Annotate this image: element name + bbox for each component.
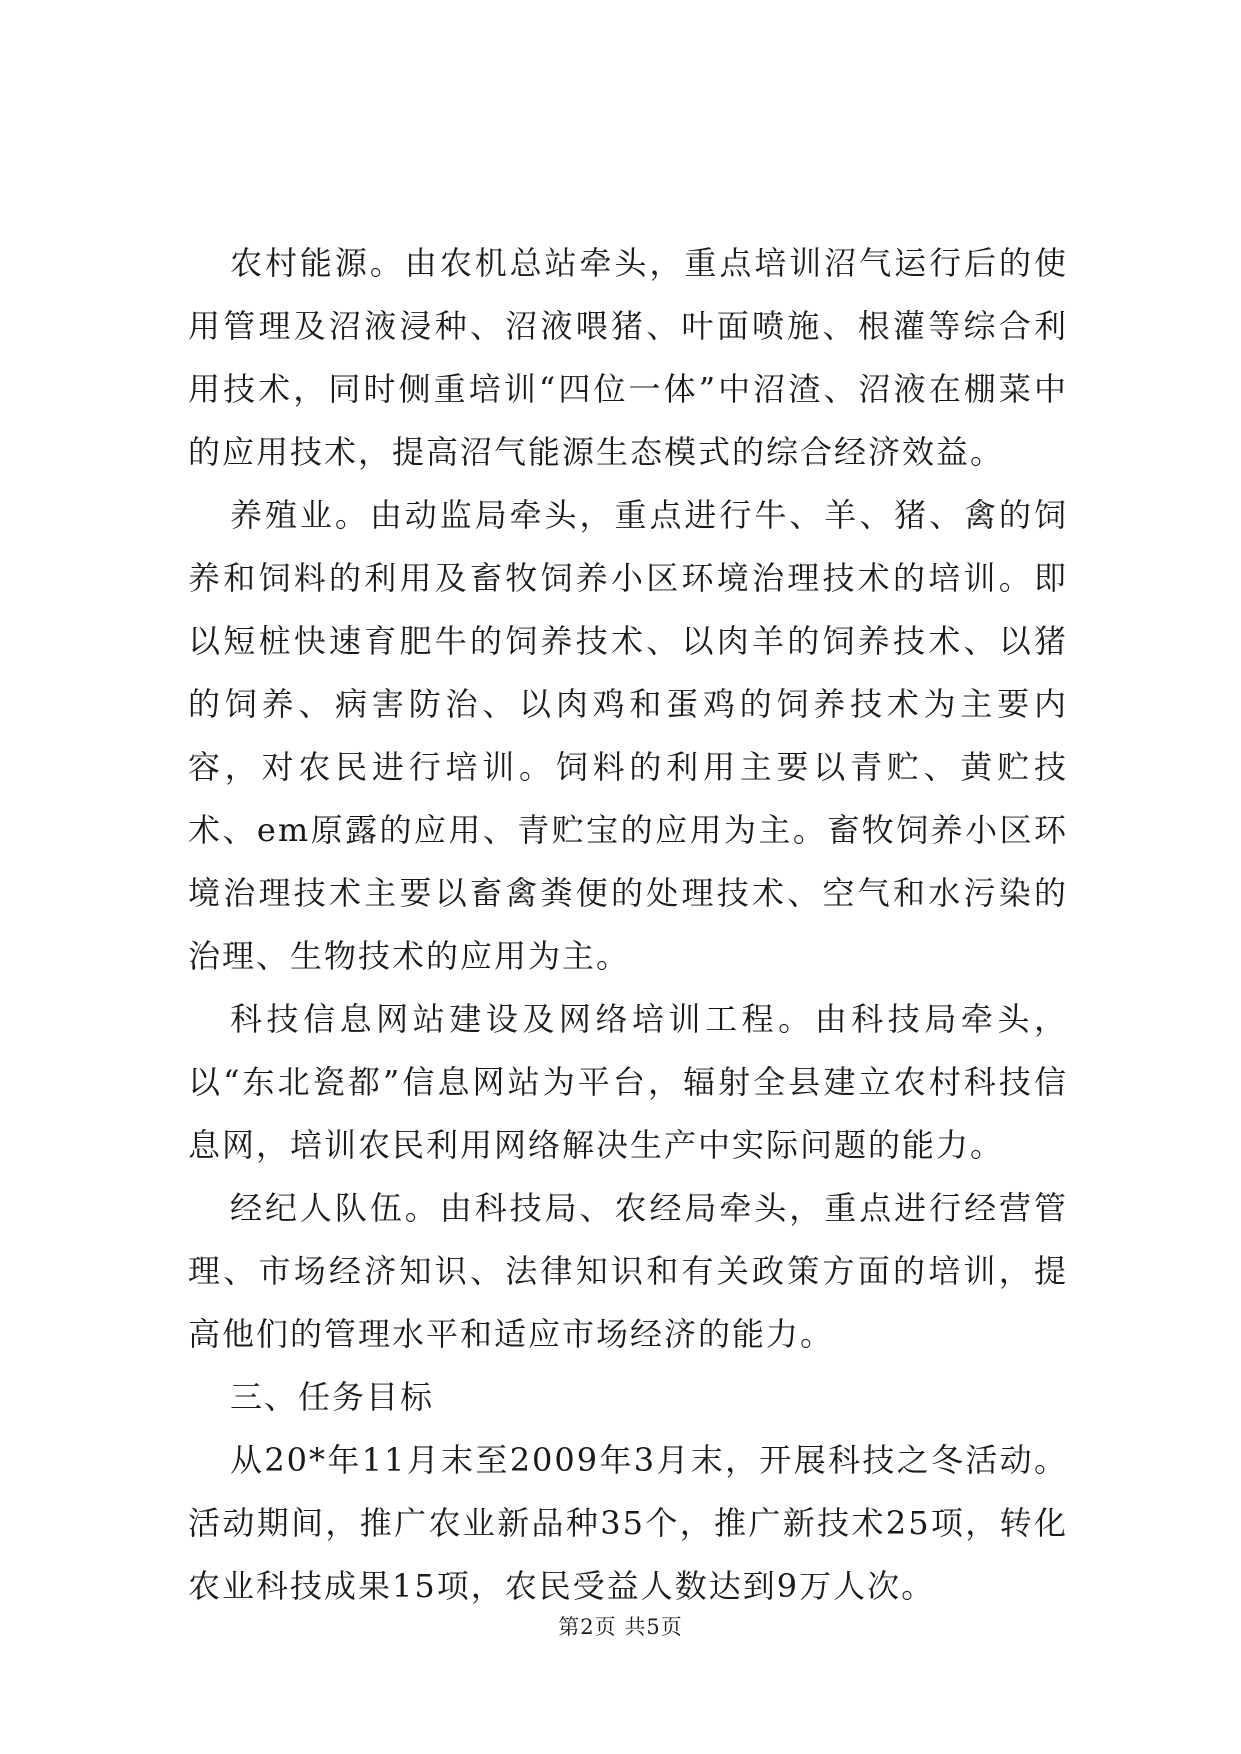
document-body — [188, 232, 1068, 1618]
paragraph-broker-team: 经纪人队伍。由科技局、农经局牵头，重点进行经营管理、市场经济知识、法律知识和有关政策方面的培训，提高他们的管理水平和适应市场经济的能力。 — [188, 1189, 1068, 1353]
paragraph-animal-husbandry: 养殖业。由动监局牵头，重点进行牛、羊、猪、禽的饲养和饲料的利用及畜牧饲养小区环境治理技术的培训。即以短桩快速育肥牛的饲养技术、以肉羊的饲养技术、以猪的饲养、病害防治、以肉鸡和蛋鸡的饲养技术为主要内容，对农民进行培训。饲料的利用主要以青贮、黄贮技术、em原露的应用、青贮宝的应用为主。畜牧饲养小区环境治理技术主要以畜禽粪便的处理技术、空气和水污染的治理、生物技术的应用为主。 — [188, 496, 1068, 975]
section-heading-task-goals: 三、任务目标 — [230, 1378, 435, 1416]
page-footer: 第2页 共5页 — [558, 1615, 683, 1639]
paragraph-rural-energy: 农村能源。由农机总站牵头，重点培训沼气运行后的使用管理及沼液浸种、沼液喂猪、叶面喷施、根灌等综合利用技术，同时侧重培训“四位一体”中沼渣、沼液在棚菜中的应用技术，提高沼气能源生态模式的综合经济效益。 — [188, 244, 1068, 471]
paragraph-task-goals: 从20*年11月末至2009年3月末，开展科技之冬活动。活动期间，推广农业新品种35个，推广新技术25项，转化农业科技成果15项，农民受益人数达到9万人次。 — [188, 1441, 1068, 1605]
paragraph-tech-info-network: 科技信息网站建设及网络培训工程。由科技局牵头，以“东北瓷都”信息网站为平台，辐射全县建立农村科技信息网，培训农民利用网络解决生产中实际问题的能力。 — [188, 1000, 1068, 1164]
